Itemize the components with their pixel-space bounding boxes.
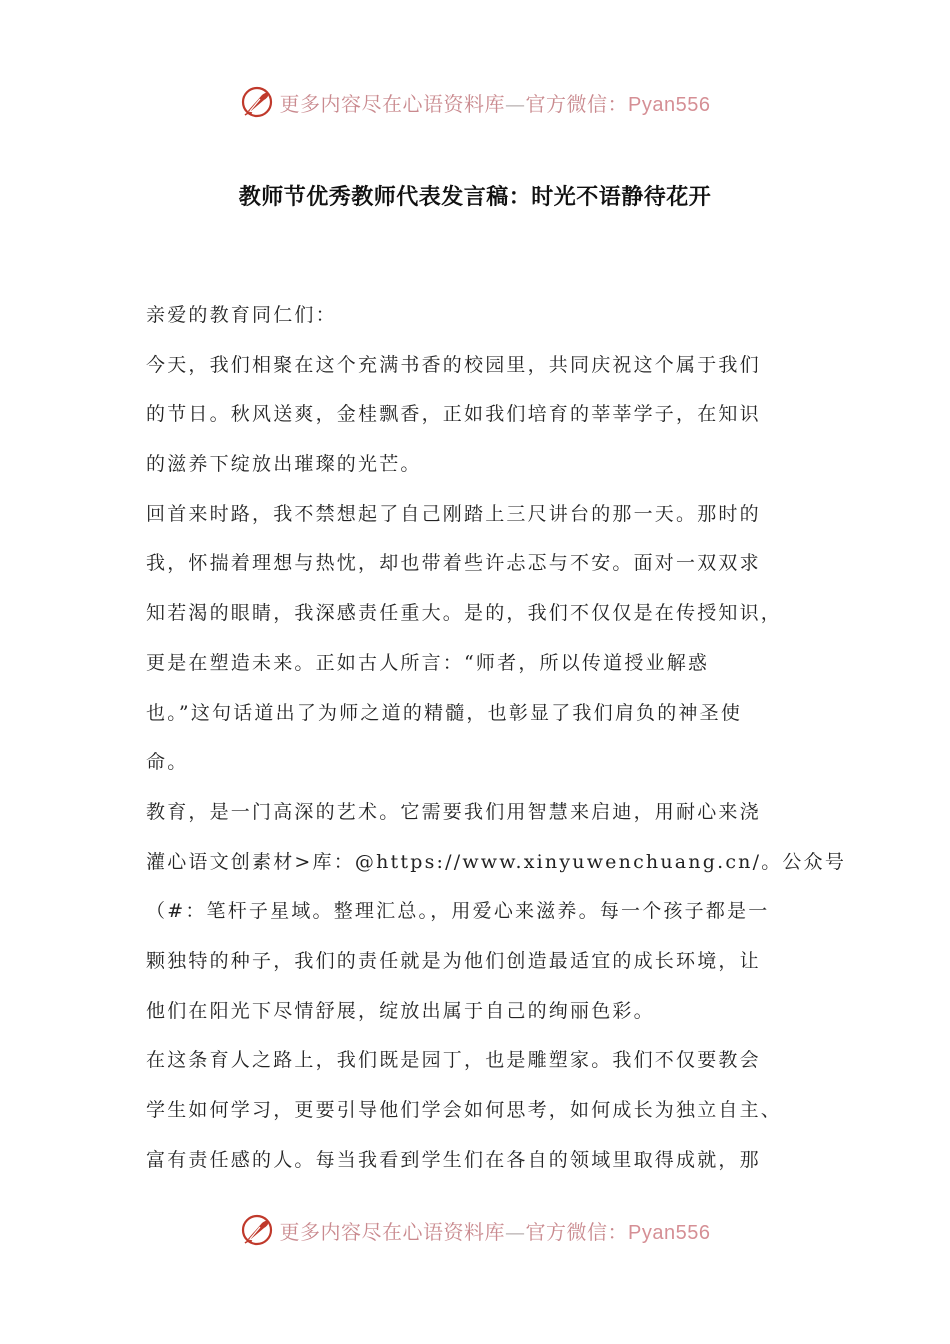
body-line: 颗独特的种子，我们的责任就是为他们创造最适宜的成长环境，让 [146, 949, 761, 972]
body-line: 的节日。秋风送爽，金桂飘香，正如我们培育的莘莘学子，在知识 [146, 403, 761, 426]
body-line: 他们在阳光下尽情舒展，绽放出属于自己的绚丽色彩。 [146, 999, 655, 1022]
body-line: 教育，是一门高深的艺术。它需要我们用智慧来启迪，用耐心来浇 [146, 800, 761, 823]
banner-wechat-label: 官方微信： [525, 1219, 629, 1244]
banner-wechat-label: 官方微信： [525, 91, 629, 116]
body-line: 也。”这句话道出了为师之道的精髓，也彰显了我们肩负的神圣使 [146, 701, 743, 724]
banner-dash: — [505, 91, 526, 116]
document-body [146, 291, 847, 1185]
banner-main-text: 更多内容尽在心语资料库 [279, 1219, 506, 1244]
banner-main-text: 更多内容尽在心语资料库 [279, 91, 506, 116]
banner-wechat-handle: Pyan556 [628, 93, 711, 116]
footer-banner [0, 1208, 950, 1252]
body-line: 今天，我们相聚在这个充满书香的校园里，共同庆祝这个属于我们 [146, 353, 761, 376]
body-line: 富有责任感的人。每当我看到学生们在各自的领域里取得成就，那 [146, 1148, 761, 1171]
banner-text [280, 1216, 711, 1245]
banner-text [280, 88, 711, 117]
body-line: 的滋养下绽放出璀璨的光芒。 [146, 453, 422, 476]
quill-logo-icon [240, 85, 274, 119]
body-line: 命。 [146, 751, 189, 774]
body-line: 我，怀揣着理想与热忱，却也带着些许忐忑与不安。面对一双双求 [146, 552, 761, 575]
body-line: 在这条育人之路上，我们既是园丁，也是雕塑家。我们不仅要教会 [146, 1049, 761, 1072]
body-line: 灌心语文创素材>库：@https://www.xinyuwenchuang.cn/。公众号 [146, 850, 847, 873]
banner-dash: — [505, 1219, 526, 1244]
body-line: 亲爱的教育同仁们： [146, 304, 337, 326]
page-title: 教师节优秀教师代表发言稿：时光不语静待花开 [238, 185, 712, 210]
body-line: （#：笔杆子星域。整理汇总。，用爱心来滋养。每一个孩子都是一 [146, 900, 770, 923]
header-banner [0, 80, 950, 124]
banner-wechat-handle: Pyan556 [628, 1221, 711, 1244]
body-line: 知若渴的眼睛，我深感责任重大。是的，我们不仅仅是在传授知识， [146, 602, 783, 625]
body-line: 学生如何学习，更要引导他们学会如何思考，如何成长为独立自主、 [146, 1099, 783, 1121]
body-line: 更是在塑造未来。正如古人所言：“师者，所以传道授业解惑 [146, 651, 710, 674]
body-line: 回首来时路，我不禁想起了自己刚踏上三尺讲台的那一天。那时的 [146, 502, 761, 525]
quill-logo-icon [240, 1213, 274, 1247]
